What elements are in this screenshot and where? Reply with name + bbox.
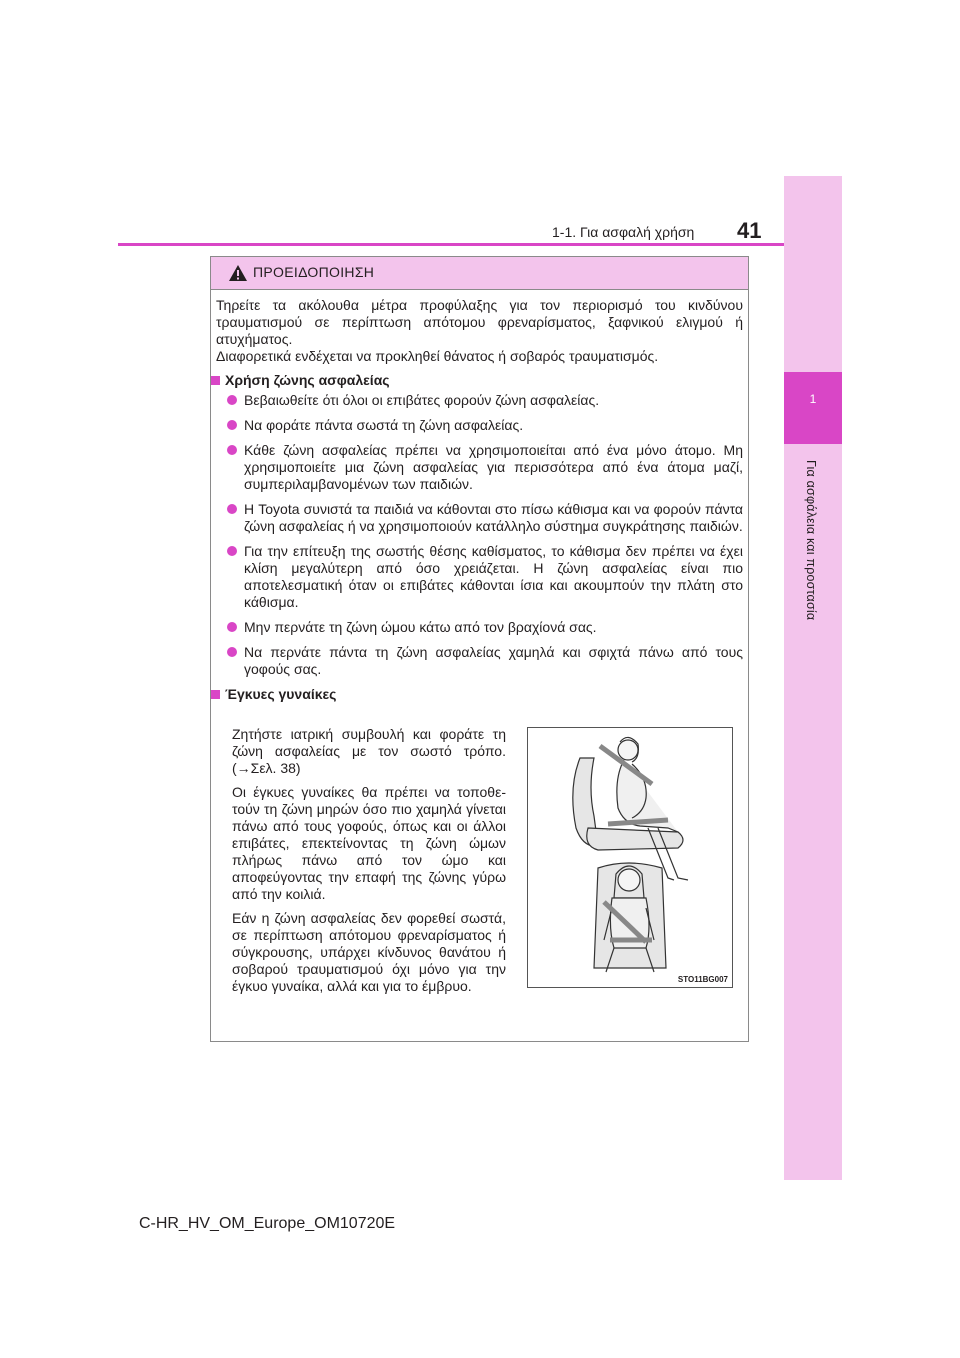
chapter-number-tab xyxy=(784,372,842,444)
seatbelt-list xyxy=(216,392,743,678)
pregnant-paragraph: Ζητήστε ιατρική συμβουλή και φοράτε τη ζώνη ασφαλείας με τον σωστό τρόπο. (→Σελ. 38) xyxy=(232,726,506,776)
chapter-side-tab xyxy=(784,176,842,1180)
bullet-dot-icon xyxy=(227,395,237,405)
bullet-dot-icon xyxy=(227,504,237,514)
warning-content xyxy=(216,297,743,703)
list-item: Η Toyota συνιστά τα παιδιά να κάθονται στο πίσω κάθισμα και να φορούν πάντα ζώνη ασφαλείας ή να χρησιμοποιούν κατάλληλο σύστημα συγκράτησης παιδιών. xyxy=(216,501,743,535)
list-item: Κάθε ζώνη ασφαλείας πρέπει να χρησιμοποιείται από ένα μόνο άτομο. Μη χρησιμοποιείτε μια ζώνη ασφαλείας για περισσότερα από ένα άτομα μαζί, συμπεριλαμβανομένων των παιδιών. xyxy=(216,442,743,493)
footer-doc-id: C-HR_HV_OM_Europe_OM10720E xyxy=(138,1215,396,1232)
pregnant-seatbelt-illustration xyxy=(527,727,733,988)
seatbelt-heading: Χρήση ζώνης ασφαλείας xyxy=(211,372,743,389)
bullet-dot-icon xyxy=(227,647,237,657)
warning-header xyxy=(211,257,748,290)
chapter-number: 1 xyxy=(809,392,817,406)
warning-title: ΠΡΟΕΙΔΟΠΟΙΗΣΗ xyxy=(253,264,375,280)
page-number: 41 xyxy=(737,218,762,243)
list-item: Να περνάτε πάντα τη ζώνη ασφαλείας χαμηλά και σφιχτά πάνω από τους γοφούς σας. xyxy=(216,644,743,678)
list-item: Για την επίτευξη της σωστής θέσης καθίσματος, το κάθισμα δεν πρέπει να έχει κλίση μεγαλύτερη από όσο χρειάζεται. Η ζώνη ασφαλείας είναι πιο αποτελεσματική όταν οι επιβάτες κάθονται ίσια και ακουμπούν την πλάτη στο κάθισμα. xyxy=(216,543,743,611)
list-item: Να φοράτε πάντα σωστά τη ζώνη ασφαλείας. xyxy=(216,417,743,434)
chapter-title: Για ασφάλεια και προστασία xyxy=(804,460,818,621)
bullet-dot-icon xyxy=(227,445,237,455)
section-title: 1-1. Για ασφαλή χρήση xyxy=(552,224,695,240)
warning-box xyxy=(210,256,749,1042)
warning-intro: Τηρείτε τα ακόλουθα μέτρα προφύλαξης για τον περιορισμό του κινδύνου τραυματισμού σε περίπτωση απότομου φρεναρίσματος, ξαφνικού ελιγμού ή ατυχήματος. xyxy=(216,297,743,347)
list-item: Βεβαιωθείτε ότι όλοι οι επιβάτες φορούν ζώνη ασφαλείας. xyxy=(216,392,743,409)
list-item: Μην περνάτε τη ζώνη ώμου κάτω από τον βραχίονά σας. xyxy=(216,619,743,636)
warning-triangle-icon xyxy=(228,264,248,287)
bullet-dot-icon xyxy=(227,546,237,556)
pregnant-paragraph: Οι έγκυες γυναίκες θα πρέπει να τοποθετούν τη ζώνη μηρών όσο πιο χαμηλά γίνεται πάνω από τους γοφούς, όπως και οι άλλοι επιβάτες, επεκτείνοντας τη ζώνη ώμων πλήρως πάνω από τον ώμο και αποφεύγοντας την επαφή της ζώνης γύρω από την κοιλιά. xyxy=(232,784,506,902)
header-rule xyxy=(118,243,784,246)
bullet-dot-icon xyxy=(227,622,237,632)
warning-intro-2: Διαφορετικά ενδέχεται να προκληθεί θάνατος ή σοβαρός τραυματισμός. xyxy=(216,348,659,364)
pregnant-text xyxy=(232,726,506,1002)
bullet-dot-icon xyxy=(227,420,237,430)
seatbelt-figure-icon xyxy=(528,728,732,987)
pregnant-paragraph: Εάν η ζώνη ασφαλείας δεν φορεθεί σωστά, σε περίπτωση απότομου φρεναρίσματος ή σύγκρουσης, υπάρχει κίνδυνος θανάτου ή σοβαρού τραυματισμού όχι μόνο για την έγκυο γυναίκα, αλλά και για το έμβρυο. xyxy=(232,910,506,994)
figure-code: STO11BG007 xyxy=(677,975,728,984)
pregnant-heading: Έγκυες γυναίκες xyxy=(211,686,743,703)
